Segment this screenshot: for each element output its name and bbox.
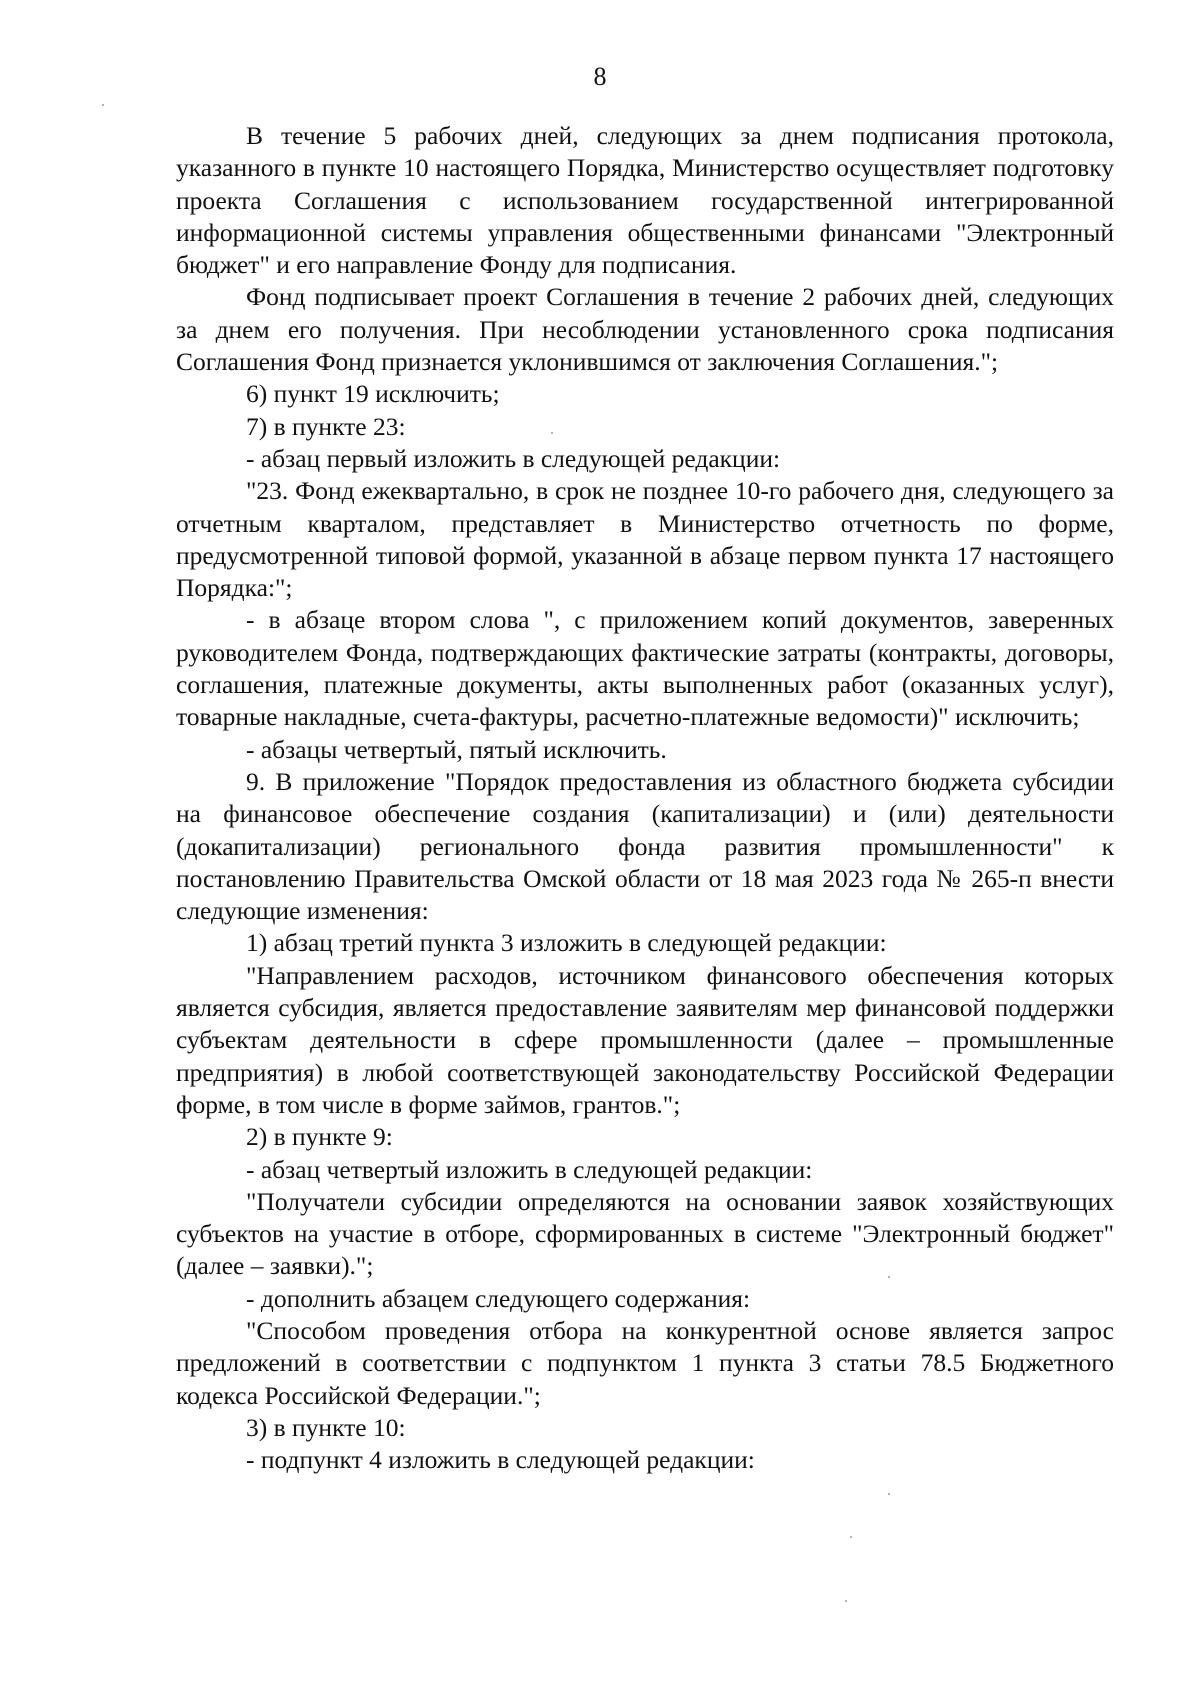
paragraph-recipients: "Получатели субсидии определяются на основании заявок хозяйствующих субъектов на участие в отборе, сформированных в системе "Электронный бюджет" (далее – заявки).";	[176, 1186, 1114, 1281]
scan-speck	[102, 104, 104, 106]
scan-speck	[551, 432, 553, 434]
paragraph-fourth-abzac: - абзац четвертый изложить в следующей редакции:	[246, 1154, 813, 1184]
paragraph-item-7-first-abzac: - абзац первый изложить в следующей редакции:	[246, 443, 781, 473]
paragraph-point-23-text: "23. Фонд ежеквартально, в срок не позднее 10-го рабочего дня, следующего за отчетным кварталом, представляет в Министерство отчетность по форме, предусмотренной типовой формой, указанной в абзаце первом пункта 17 настоящего Порядка:";	[176, 476, 1114, 603]
scan-speck	[888, 1276, 890, 1278]
paragraph-subpoint-4: - подпункт 4 изложить в следующей редакции:	[246, 1445, 755, 1475]
scan-speck	[850, 1536, 852, 1538]
scan-speck	[845, 1600, 847, 1602]
paragraph-sub-3: 3) в пункте 10:	[246, 1412, 406, 1442]
paragraph-agreement-preparation: В течение 5 рабочих дней, следующих за днем подписания протокола, указанного в пункте 10 настоящего Порядка, Министерство осуществляет подготовку проекта Соглашения с использованием государственной интегрированной информационной системы управления общественными финансами "Электронный бюджет" и его направление Фонду для подписания.	[176, 121, 1114, 280]
paragraph-expense-direction: "Направлением расходов, источником финансового обеспечения которых является субсидия, является предоставление заявителям мер финансовой поддержки субъектам деятельности в сфере промышленности (далее – промышленные предприятия) в любой соответствующей законодательству Российской Федерации форме, в том числе в форме займов, грантов.";	[176, 960, 1114, 1119]
paragraph-fourth-fifth-exclude: - абзацы четвертый, пятый исключить.	[246, 734, 667, 764]
paragraph-item-7: 7) в пункте 23:	[246, 411, 406, 441]
document-body	[176, 120, 1114, 1476]
paragraph-second-abzac-words: - в абзаце втором слова ", с приложением копий документов, заверенных руководителем Фонда, подтверждающих фактические затраты (контракты, договоры, соглашения, платежные документы, акты выполненных работ (оказанных услуг), товарные накладные, счета-фактуры, расчетно-платежные ведомости)" исключить;	[176, 605, 1114, 732]
paragraph-selection-method: "Способом проведения отбора на конкурентной основе является запрос предложений в соответствии с подпунктом 1 пункта 3 статьи 78.5 Бюджетного кодекса Российской Федерации.";	[176, 1315, 1114, 1410]
paragraph-item-6: 6) пункт 19 исключить;	[246, 379, 500, 409]
paragraph-sub-2: 2) в пункте 9:	[246, 1122, 393, 1152]
scan-speck	[888, 1493, 890, 1495]
paragraph-fund-signing: Фонд подписывает проект Соглашения в течение 2 рабочих дней, следующих за днем его получения. При несоблюдении установленного срока подписания Соглашения Фонд признается уклонившимся от заключения Соглашения.";	[176, 282, 1114, 377]
page-number: 8	[593, 62, 607, 91]
paragraph-section-9: 9. В приложение "Порядок предоставления из областного бюджета субсидии на финансовое обеспечение создания (капитализации) и (или) деятельности (докапитализации) регионального фонда развития промышленности" к постановлению Правительства Омской области от 18 мая 2023 года № 265-п внести следующие изменения:	[176, 766, 1114, 926]
paragraph-sub-1: 1) абзац третий пункта 3 изложить в следующей редакции:	[246, 928, 887, 958]
paragraph-add-abzac: - дополнить абзацем следующего содержания:	[246, 1283, 751, 1313]
